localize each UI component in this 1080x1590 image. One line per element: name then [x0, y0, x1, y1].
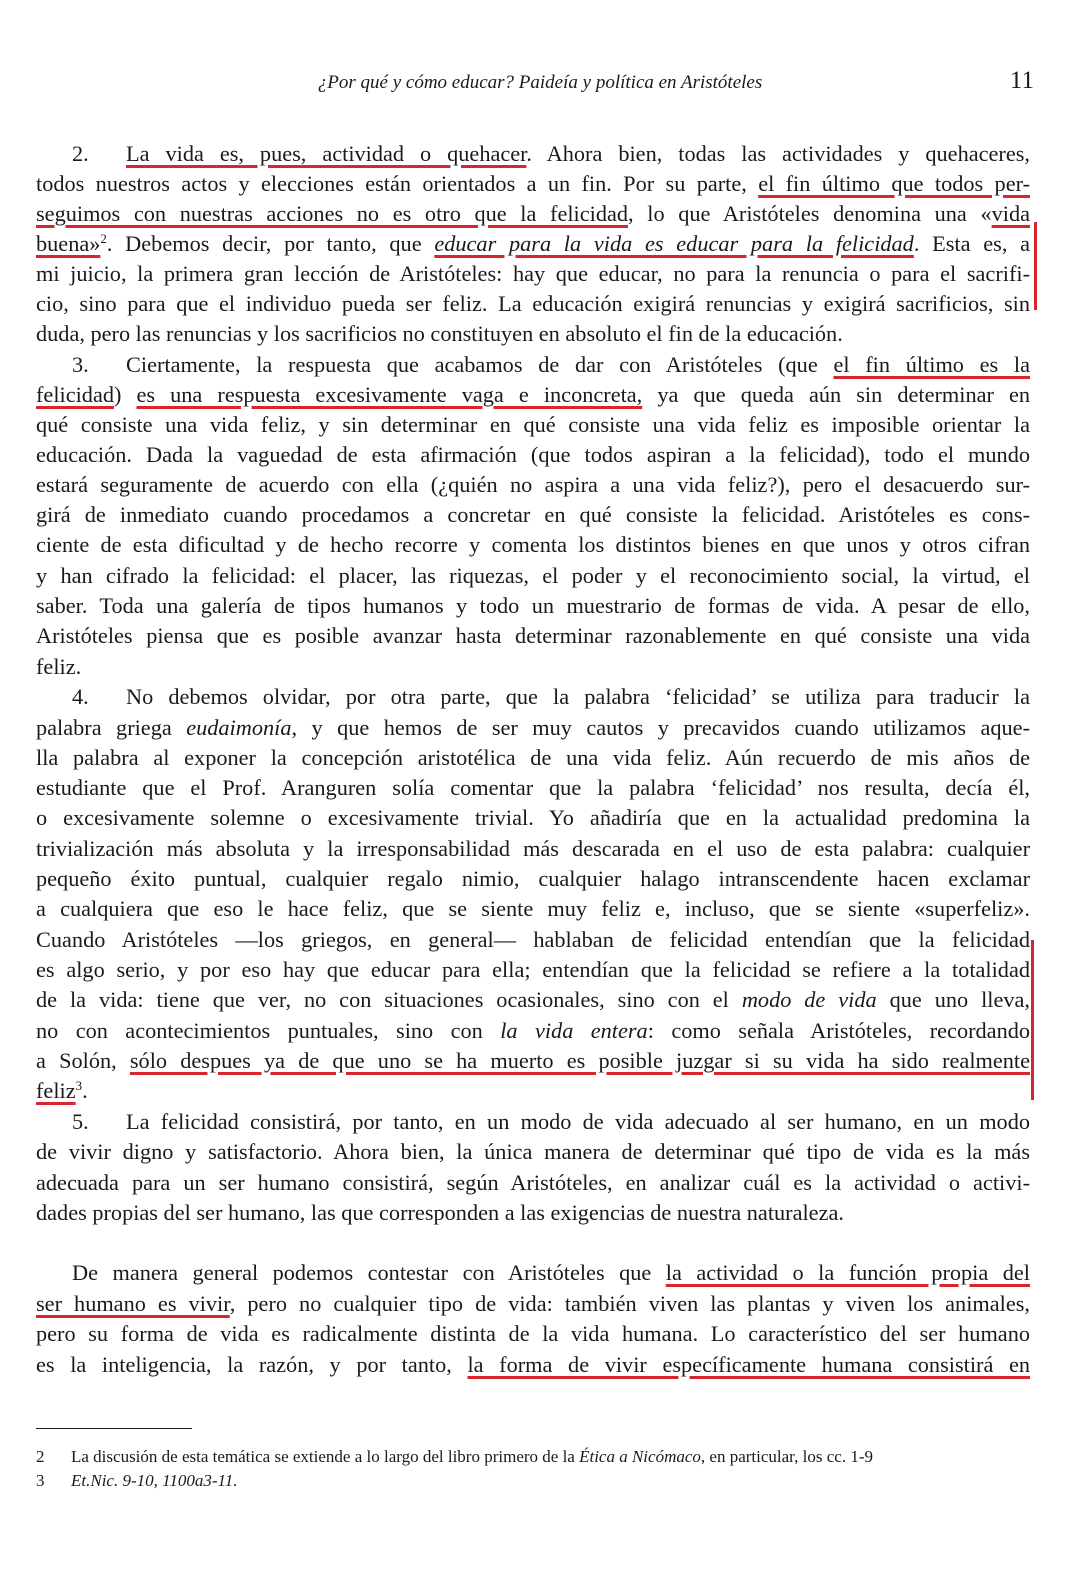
text-line	[72, 1107, 1030, 1137]
text-run: todos nuestros actos y elecciones están orientados a un fin. Por su parte,	[36, 171, 759, 196]
text-line: saber. Toda una galería de tipos humanos y todo un muestrario de formas de vida. A pesar de ello,	[36, 593, 1030, 618]
paragraph-number: 3.	[72, 352, 89, 377]
text-run: : como señala Aristóteles, recordando	[647, 1018, 1031, 1043]
text-run: a Solón,	[36, 1048, 130, 1073]
italic-term: eudaimonía	[186, 715, 292, 740]
text-line	[72, 1258, 1030, 1288]
highlighted-text: buena»	[36, 231, 101, 256]
text-line	[36, 229, 1030, 259]
text-line	[72, 139, 1030, 169]
text-run: no con acontecimientos puntuales, sino con	[36, 1018, 501, 1043]
text-run: palabra griega	[36, 715, 187, 740]
text-line	[36, 713, 1030, 743]
footnote-text: , en particular, los cc. 1-9	[700, 1447, 873, 1466]
text-line	[36, 380, 1030, 410]
highlighted-text: ser humano es vivir	[36, 1291, 230, 1316]
text-line: de vivir digno y satisfactorio. Ahora bien, la única manera de determinar qué tipo de vida es la más	[36, 1139, 1030, 1164]
paragraph-number: 2.	[72, 141, 89, 166]
text-line: duda, pero las renuncias y los sacrificios no constituyen en absoluto el fin de la educación.	[36, 321, 843, 346]
paragraph-number: 4.	[72, 684, 89, 709]
text-line: a cualquiera que eso le hace feliz, que se siente muy feliz e, incluso, que se siente «superfeliz».	[36, 896, 1030, 921]
running-title: ¿Por qué y cómo educar? Paideía y política en Aristóteles	[317, 72, 763, 93]
text-run: . Esta es, a	[913, 231, 1031, 256]
footnote-text: La discusión de esta temática se extiende a lo largo del libro primero de la	[71, 1447, 580, 1466]
text-line: pero su forma de vida es radicalmente distinta de la vida humana. Lo característico del ser humano	[36, 1321, 1030, 1346]
highlighted-text: el fin último es la	[833, 352, 1031, 377]
text-run: La felicidad consistirá, por tanto, en un modo de vida adecuado al ser humano, en un modo	[126, 1109, 1030, 1134]
text-line	[72, 350, 1030, 380]
text-run: que uno lleva,	[876, 987, 1030, 1012]
highlighted-text: el fin último que todos per-	[758, 171, 1030, 196]
text-run: ya que queda aún sin determinar en	[642, 382, 1031, 407]
text-line	[36, 169, 1030, 199]
highlighted-text: la actividad o la función propia del	[665, 1260, 1030, 1285]
text-line: estará seguramente de acuerdo con ella (¿quién no aspira a una vida feliz?), pero el desacuerdo sur-	[36, 472, 1030, 497]
text-line: y han cifrado la felicidad: el placer, las riquezas, el poder y el reconocimiento social, la virtud, el	[36, 563, 1030, 588]
text-line: educación. Dada la vaguedad de esta afirmación (que todos aspiran a la felicidad), todo el mundo	[36, 442, 1030, 467]
footnote-number: 3	[36, 1471, 45, 1490]
footnote-italic: Ética a Nicómaco	[579, 1447, 701, 1466]
highlighted-text: la forma de vivir específicamente humana consistirá en	[467, 1352, 1031, 1377]
highlighted-text: feliz	[36, 1078, 76, 1103]
text-run: de la vida: tiene que ver, no con situaciones ocasionales, sino con el	[36, 987, 742, 1012]
text-run: .	[82, 1078, 88, 1103]
text-line: lla palabra al exponer la concepción aristotélica de una vida feliz. Aún recuerdo de mis años de	[36, 745, 1030, 770]
text-line	[36, 1076, 1030, 1106]
text-run: , y que hemos de ser muy cautos y precavidos cuando utilizamos aque-	[291, 715, 1030, 740]
margin-highlight-bar	[1031, 940, 1034, 1100]
text-run: Ciertamente, la respuesta que acabamos de dar con Aristóteles (que	[126, 352, 834, 377]
text-run: De manera general podemos contestar con Aristóteles que	[72, 1260, 666, 1285]
text-line: ciente de esta dificultad y de hecho recorre y comenta los distintos bienes en que unos y otros cifran	[36, 532, 1030, 557]
text-line: dades propias del ser humano, las que corresponden a las exigencias de nuestra naturaleza.	[36, 1200, 844, 1225]
text-line: Aristóteles piensa que es posible avanzar hasta determinar razonablemente en qué consiste una vida	[36, 623, 1030, 648]
text-run: . Debemos decir, por tanto, que	[106, 231, 435, 256]
highlighted-italic-text: educar para la vida es educar para la felicidad	[434, 231, 914, 256]
footnote-number: 2	[36, 1447, 45, 1466]
paragraph-number: 5.	[72, 1109, 89, 1134]
text-line	[36, 1016, 1030, 1046]
text-line	[36, 1046, 1030, 1076]
text-run: es la inteligencia, la razón, y por tanto,	[36, 1352, 468, 1377]
text-line: trivialización más absoluta y la irresponsabilidad más descarada en el uso de esta palabra: cualquier	[36, 836, 1030, 861]
footnote-divider	[36, 1428, 192, 1429]
text-line: qué consiste una vida feliz, y sin determinar en qué consiste una vida feliz es imposible orientar la	[36, 412, 1030, 437]
text-line	[36, 199, 1030, 229]
text-line	[72, 682, 1030, 712]
footnote	[36, 1445, 1036, 1469]
text-line: feliz.	[36, 654, 82, 679]
page-number: 11	[1009, 67, 1034, 94]
highlighted-text: La vida es, pues, actividad o quehacer	[126, 141, 527, 166]
text-line: es algo serio, y por eso hay que educar para ella; entendían que la felicidad se refiere a la totalidad	[36, 957, 1030, 982]
footnote-ref[interactable]: 2	[100, 231, 107, 246]
margin-highlight-bar	[1034, 222, 1037, 310]
footnote	[36, 1469, 1036, 1493]
footnote-ref[interactable]: 3	[75, 1078, 83, 1093]
highlighted-text: sólo despues ya de que uno se ha muerto es posible juzgar si su vida ha sido realmente	[129, 1048, 1030, 1073]
text-line: mi juicio, la primera gran lección de Aristóteles: hay que educar, no para la renuncia o para el sacrifi-	[36, 261, 1030, 286]
italic-term: la vida entera	[500, 1018, 648, 1043]
highlighted-text: vida	[991, 201, 1031, 226]
highlighted-text: seguimos con nuestras acciones no es otro que la felicidad	[36, 201, 629, 226]
highlighted-text: es una respuesta excesivamente vaga e inconcreta,	[136, 382, 643, 407]
text-line: cio, sino para que el individuo pueda ser feliz. La educación exigirá renuncias y exigirá sacrificios, sin	[36, 291, 1030, 316]
text-run: No debemos olvidar, por otra parte, que la palabra ‘felicidad’ se utiliza para traducir la	[126, 684, 1030, 709]
text-line: adecuada para un ser humano consistirá, según Aristóteles, en analizar cuál es la actividad o activi-	[36, 1170, 1030, 1195]
text-run: . Ahora bien, todas las actividades y quehaceres,	[526, 141, 1030, 166]
text-line: estudiante que el Prof. Aranguren solía comentar que la palabra ‘felicidad’ nos resulta, decía él,	[36, 775, 1030, 800]
italic-term: modo de vida	[741, 987, 877, 1012]
text-run: , pero no cualquier tipo de vida: también viven las plantas y viven los animales,	[229, 1291, 1030, 1316]
text-line: pequeño éxito puntual, cualquier regalo nimio, cualquier halago intranscendente hacen exclamar	[36, 866, 1030, 891]
text-line: girá de inmediato cuando procedamos a concretar en qué consiste la felicidad. Aristóteles es cons-	[36, 502, 1030, 527]
text-line	[36, 985, 1030, 1015]
footnote-italic: Et.Nic. 9-10, 1100a3-11.	[71, 1471, 238, 1490]
text-line: Cuando Aristóteles —los griegos, en general— hablaban de felicidad entendían que la felicidad	[36, 927, 1030, 952]
text-run: )	[114, 382, 137, 407]
text-line: o excesivamente solemne o excesivamente trivial. Yo añadiría que en la actualidad predomina la	[36, 805, 1030, 830]
running-header	[0, 67, 1080, 100]
text-line	[36, 1350, 1030, 1380]
highlighted-text: felicidad	[36, 382, 114, 407]
text-run: , lo que Aristóteles denomina una «	[628, 201, 992, 226]
text-line	[36, 1289, 1030, 1319]
